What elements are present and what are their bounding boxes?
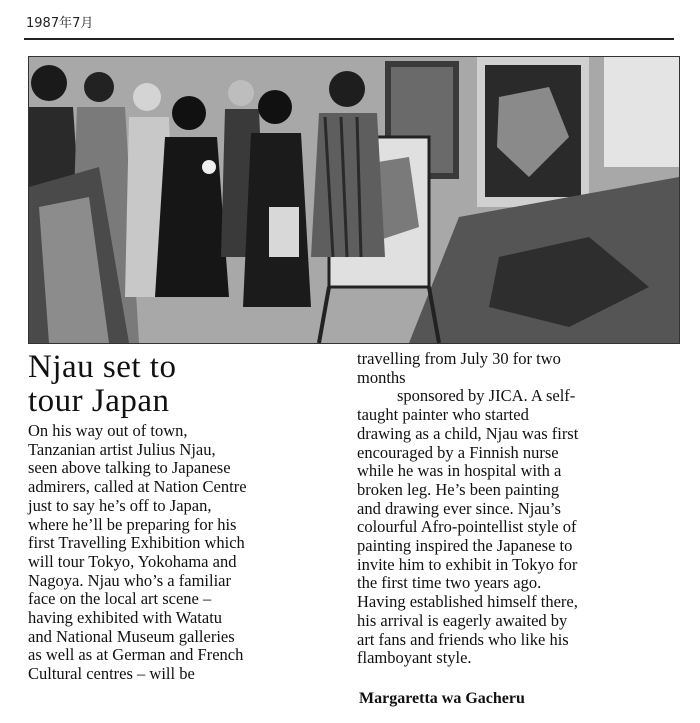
text-line: Cultural centres – will be (28, 664, 195, 684)
article-column-left (28, 422, 348, 684)
text-line: and National Museum galleries (28, 626, 235, 646)
top-rule (24, 38, 674, 40)
photo-icon (29, 57, 679, 343)
text-line: having exhibited with Watatu (28, 608, 223, 628)
text-line: On his way out of town, (28, 421, 188, 440)
text-line: the first time two years ago. (357, 573, 542, 593)
text-line: while he was in hospital with a (357, 461, 562, 481)
text-line: will tour Tokyo, Yokohama and (28, 551, 237, 571)
date-stamp: 1987年7月 (26, 16, 94, 31)
text-line: as well as at German and French (28, 645, 244, 665)
text-line: invite him to exhibit in Tokyo for (357, 554, 578, 574)
news-photo (28, 56, 680, 344)
text-line: travelling from July 30 for two (357, 349, 561, 368)
text-line: colourful Afro-pointellist style of (357, 517, 577, 537)
headline-line: Njau set to (28, 349, 177, 385)
text-line: face on the local art scene – (28, 589, 212, 609)
text-line: just to say he’s off to Japan, (28, 495, 212, 515)
text-line: admirers, called at Nation Centre (28, 477, 247, 497)
text-line: flamboyant style. (357, 648, 472, 668)
article-headline (28, 350, 348, 418)
text-line: months (357, 367, 406, 387)
byline: Margaretta wa Gacheru (359, 690, 525, 707)
text-line: Nagoya. Njau who’s a familiar (28, 570, 231, 590)
text-line: his arrival is eagerly awaited by (357, 610, 568, 630)
text-line: encouraged by a Finnish nurse (357, 442, 559, 462)
headline-line: tour Japan (28, 383, 170, 419)
article-column-right (357, 350, 677, 668)
text-line: drawing as a child, Njau was first (357, 423, 579, 443)
text-line: and drawing ever since. Njau’s (357, 498, 561, 518)
text-line: taught painter who started (357, 405, 529, 425)
text-line: art fans and friends who like his (357, 629, 569, 649)
text-line: first Travelling Exhibition which (28, 533, 245, 553)
text-line: Having established himself there, (357, 592, 578, 612)
text-line: Tanzanian artist Julius Njau, (28, 439, 216, 459)
text-line: sponsored by JICA. A self- (397, 386, 576, 406)
text-line: seen above talking to Japanese (28, 458, 231, 478)
text-line: painting inspired the Japanese to (357, 536, 573, 556)
text-line: broken leg. He’s been painting (357, 479, 560, 499)
text-line: where he’ll be preparing for his (28, 514, 237, 534)
